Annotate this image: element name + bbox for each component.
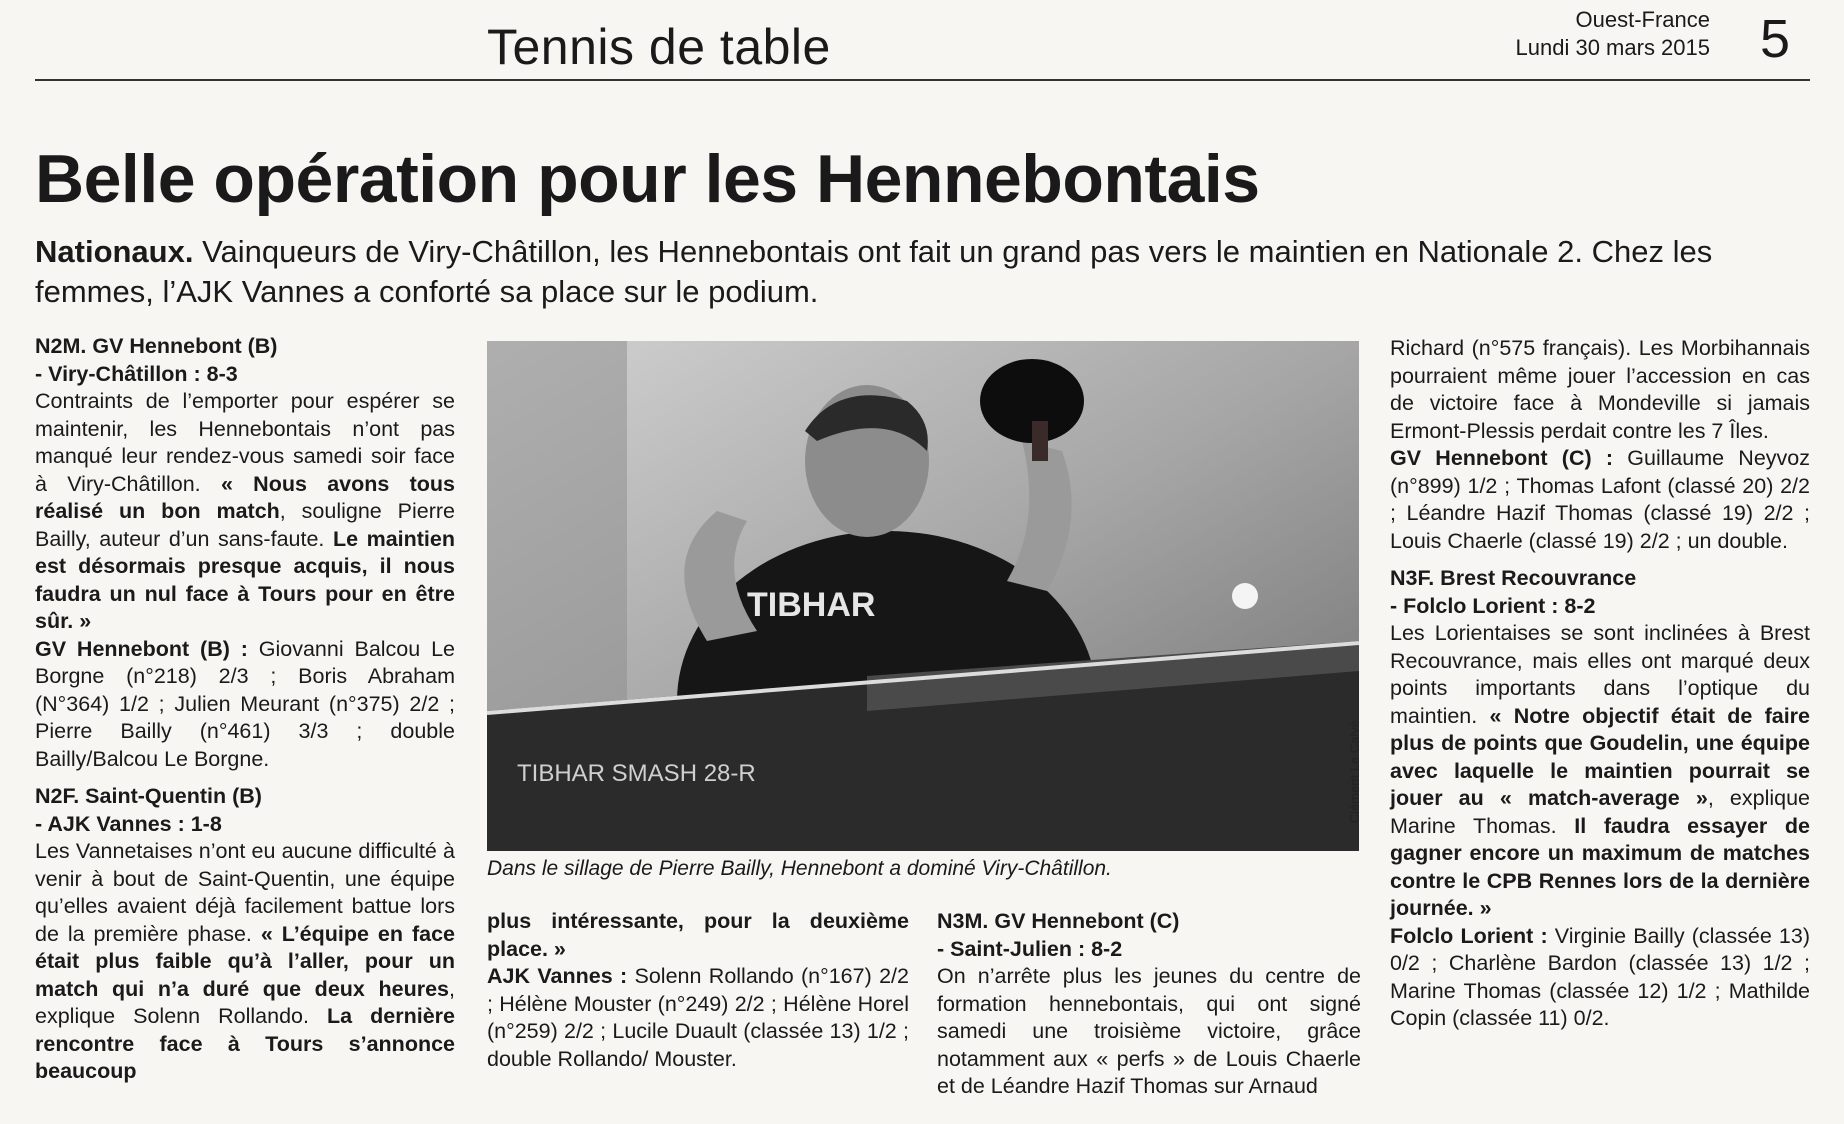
n3m-score: - Saint-Julien : 8-2 [937, 936, 1123, 961]
section-title: Tennis de table [487, 19, 831, 75]
standfirst-label: Nationaux. [35, 234, 194, 269]
table-text: TIBHAR SMASH 28-R [517, 760, 756, 787]
column-3 [937, 908, 1361, 1101]
page-number: 5 [1760, 9, 1791, 69]
masthead [1510, 6, 1710, 62]
column-1 [35, 333, 455, 1086]
n3m-body: On n’arrête plus les jeunes du centre de formation hennebontais, qui ont signé samedi une troisième victoire, grâce notamment aux « perfs » de Louis Chaerle et de Léandre Hazif Thomas sur Arnaud [937, 964, 1361, 1098]
publication-date: Lundi 30 mars 2015 [1515, 35, 1710, 60]
newspaper-name: Ouest-France [1575, 7, 1710, 32]
article-photo [487, 341, 1359, 851]
table-tennis-player-illustration [487, 341, 1359, 851]
n2m-lineup: GV Hennebont (B) : Giovanni Balcou Le Borgne (n°218) 2/3 ; Boris Abraham (N°364) 1/2 ; Julien Meurant (n°375) 2/2 ; Pierre Bailly (n°461) 3/3 ; double Bailly/Balcou Le Borgne. [35, 636, 455, 771]
n2m-score: - Viry-Châtillon : 8-3 [35, 361, 238, 386]
header-rule [35, 79, 1810, 81]
n3m-body-cont: Richard (n°575 français). Les Morbihannais pourraient même jouer l’accession en cas de victoire face à Mondeville si jamais Ermont-Plessis perdait contre les 7 Îles. [1390, 336, 1810, 443]
n2f-heading: N2F. Saint-Quentin (B) [35, 784, 262, 808]
photo-credit: Clément Le Calvé [1347, 720, 1362, 824]
n3m-lineup: GV Hennebont (C) : Guillaume Neyvoz (n°899) 1/2 ; Thomas Lafont (classé 20) 2/2 ; Léandre Hazif Thomas (classé 19) 2/2 ; Louis Chaerle (classé 19) 2/2 ; un double. [1390, 446, 1810, 553]
standfirst-text: Vainqueurs de Viry-Châtillon, les Hennebontais ont fait un grand pas vers le maintien en Nationale 2. Chez les femmes, l’AJK Vannes a conforté sa place sur le podium. [35, 234, 1713, 309]
n2m-heading: N2M. GV Hennebont (B) [35, 334, 278, 358]
n3f-heading: N3F. Brest Recouvrance [1390, 566, 1637, 590]
n3m-heading: N3M. GV Hennebont (C) [937, 909, 1180, 933]
photo-caption: Dans le sillage de Pierre Bailly, Hennebont a dominé Viry-Châtillon. [487, 857, 1112, 880]
n2f-body: Les Vannetaises n’ont eu aucune difficulté à venir à bout de Saint-Quentin, une équipe qu’elles avaient déjà facilement battue lors de la première phase. « L’équipe en face était plus faible qu’à l’aller, pour un match qui n’a duré que deux heures, explique Solenn Rollando. La dernière rencontre face à Tours s’annonce beaucoup [35, 839, 455, 1083]
n2f-body-cont: plus intéressante, pour la deuxième place. » [487, 909, 909, 961]
column-2 [487, 908, 909, 1073]
n2f-lineup: AJK Vannes : Solenn Rollando (n°167) 2/2 ; Hélène Mouster (n°249) 2/2 ; Hélène Horel (n°259) 2/2 ; Lucile Duault (classée 13) 1/2 ; double Rollando/ Mouster. [487, 964, 909, 1071]
standfirst [35, 232, 1815, 312]
n3f-body: Les Lorientaises se sont inclinées à Brest Recouvrance, mais elles ont marqué deux points importants dans l’optique du maintien. « Notre objectif était de faire plus de points que Goudelin, une équipe avec laquelle le maintien pourrait se jouer au « match-average », explique Marine Thomas. Il faudra essayer de gagner encore un maximum de matches contre le CPB Rennes lors de la dernière journée. » [1390, 621, 1810, 920]
shirt-text: TIBHAR [747, 586, 876, 624]
n3f-score: - Folclo Lorient : 8-2 [1390, 593, 1596, 618]
n2m-body: Contraints de l’emporter pour espérer se maintenir, les Hennebontais n’ont pas manqué leur rendez-vous samedi soir face à Viry-Châtillon. « Nous avons tous réalisé un bon match, souligne Pierre Bailly, auteur d’un sans-faute. Le maintien est désormais presque acquis, il nous faudra un nul face à Tours pour en être sûr. » [35, 389, 455, 633]
column-4 [1390, 335, 1810, 1033]
headline: Belle opération pour les Hennebontais [35, 141, 1260, 217]
n2f-score: - AJK Vannes : 1-8 [35, 811, 222, 836]
n3f-lineup: Folclo Lorient : Virginie Bailly (classée 13) 0/2 ; Charlène Bardon (classée 13) 1/2 ; Marine Thomas (classée 12) 1/2 ; Mathilde Copin (classée 11) 0/2. [1390, 923, 1810, 1030]
